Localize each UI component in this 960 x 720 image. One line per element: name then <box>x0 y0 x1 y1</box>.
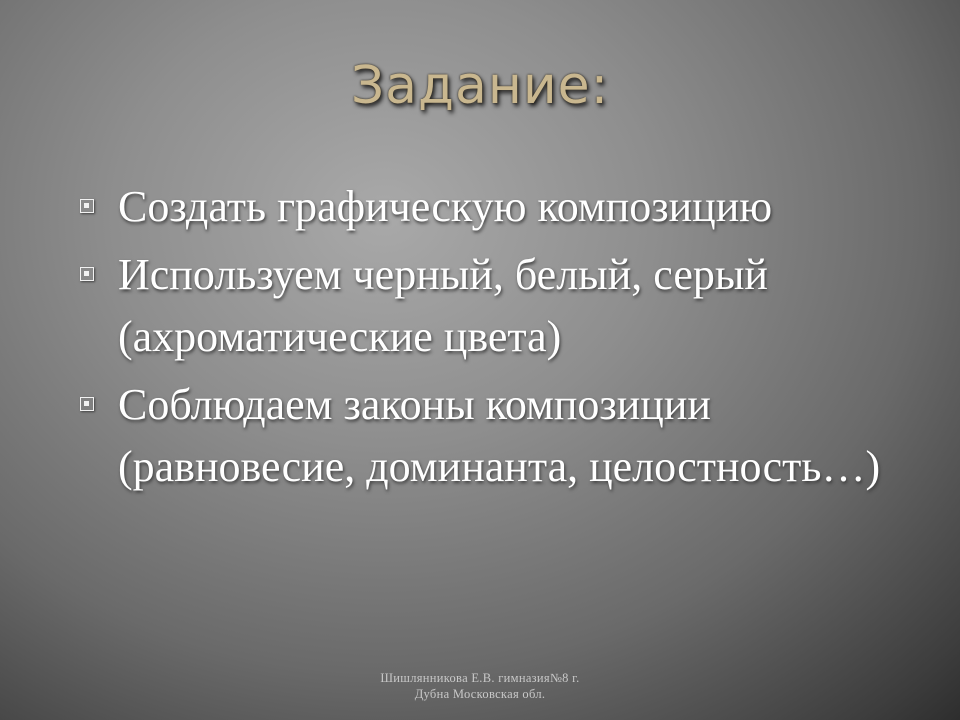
square-bullet-icon <box>80 397 94 411</box>
slide-footer <box>0 670 960 702</box>
bullet-text: Используем черный, белый, серый (ахроматические цвета) <box>118 250 768 361</box>
bullet-item <box>80 244 910 368</box>
square-bullet-icon <box>80 199 94 213</box>
bullet-text: Создать графическую композицию <box>118 182 773 231</box>
bullet-item <box>80 176 910 238</box>
bullet-item <box>80 374 910 498</box>
square-bullet-icon <box>80 267 94 281</box>
bullet-list <box>80 176 910 504</box>
bullet-text: Соблюдаем законы композиции (равновесие, доминанта, целостность…) <box>118 380 881 491</box>
slide-title: Задание: <box>350 56 610 116</box>
footer-line-1: Шишлянникова Е.В. гимназия№8 г. <box>380 671 580 685</box>
footer-line-2: Дубна Московская обл. <box>414 687 546 701</box>
